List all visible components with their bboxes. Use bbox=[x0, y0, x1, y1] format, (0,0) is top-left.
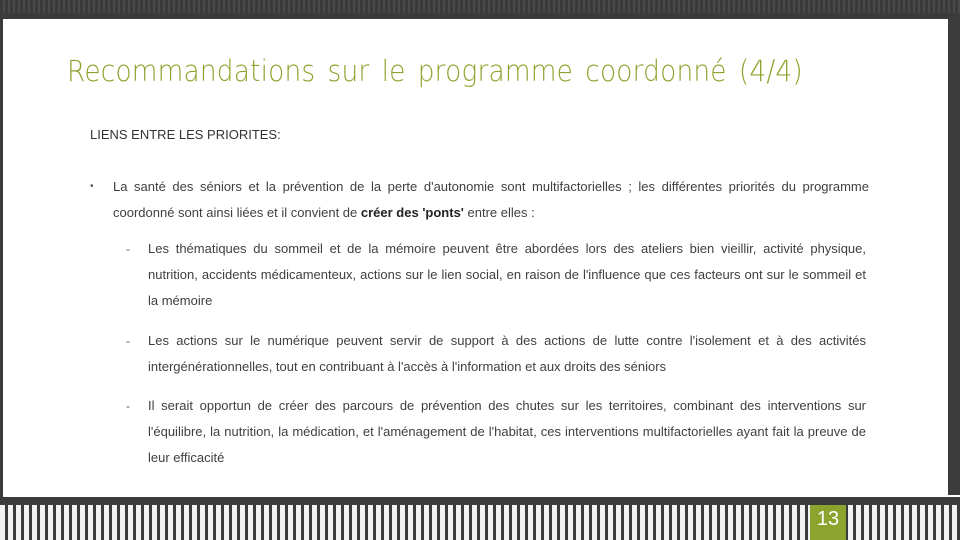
top-decorative-bar bbox=[0, 0, 960, 13]
intro-text-start: La santé des séniors et la prévention de la perte d'autonomie sont multifactorielles ; les différentes priorités du programme coordonné sont ainsi liées et il convient de bbox=[113, 179, 869, 220]
bullet-marker: • bbox=[90, 181, 94, 192]
intro-text-end: entre elles : bbox=[463, 205, 535, 220]
section-heading: LIENS ENTRE LES PRIORITES: bbox=[90, 127, 281, 142]
dash-marker-2: - bbox=[126, 334, 130, 348]
dash-marker-1: - bbox=[126, 242, 130, 256]
page-number: 13 bbox=[816, 508, 840, 530]
slide-title: Recommandations sur le programme coordonné (4/4) bbox=[67, 54, 803, 88]
sub-item-digital: Les actions sur le numérique peuvent servir de support à des actions de lutte contre l'isolement et à des activités intergénérationnelles, tout en contribuant à l'accès à l'information et aux droits des séniors bbox=[148, 333, 866, 374]
dash-marker-3: - bbox=[126, 399, 130, 413]
sub-item-sleep-memory: Les thématiques du sommeil et de la mémoire peuvent être abordées lors des ateliers bien vieillir, activité physique, nutrition, accidents médicamenteux, actions sur le lien social, en raison de l'influence que ces facteurs ont sur le sommeil et la mémoire bbox=[148, 241, 866, 308]
intro-paragraph bbox=[113, 174, 869, 226]
sub-item-falls-prevention: Il serait opportun de créer des parcours de prévention des chutes sur les territoires, combinant des interventions sur l'équilibre, la nutrition, la médication, et l'aménagement de l'habitat, ces interventions multifactorielles ayant fait la preuve de leur efficacité bbox=[148, 398, 866, 465]
intro-bold-text: créer des 'ponts' bbox=[360, 205, 464, 220]
